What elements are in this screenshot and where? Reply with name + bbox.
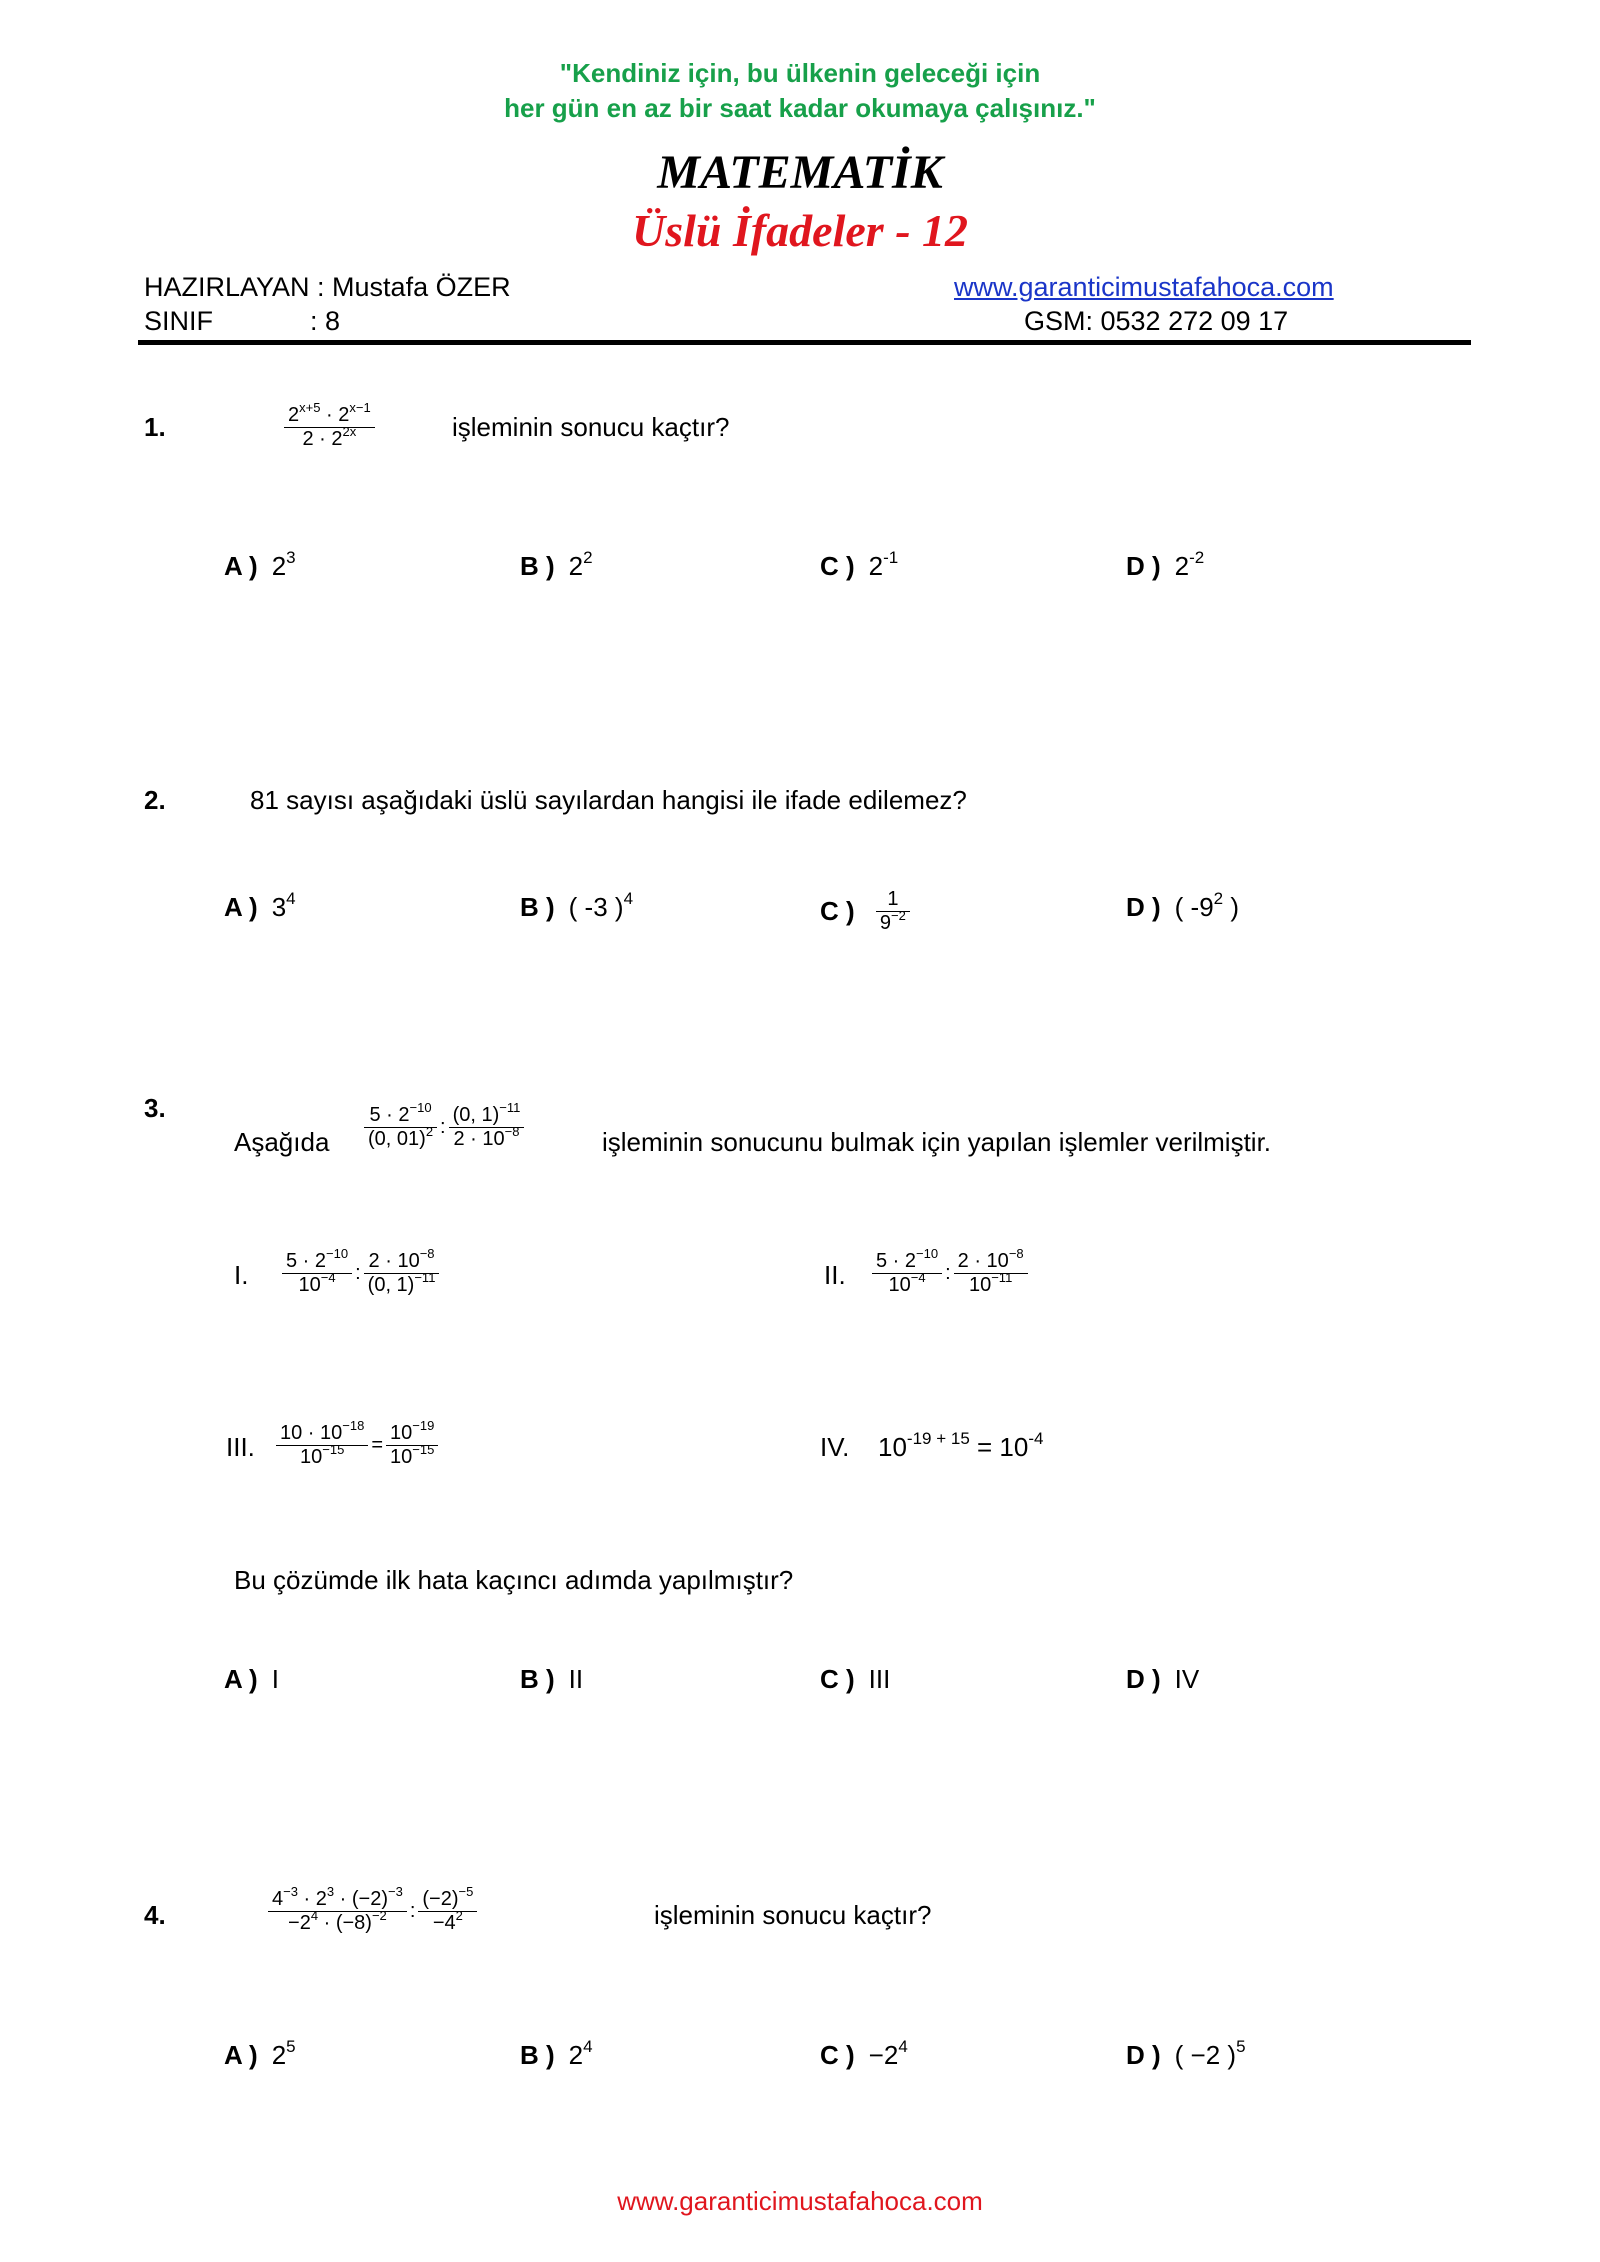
- q4-option-c[interactable]: C ) $-2^4$: [820, 2037, 908, 2070]
- step-3-expression: $\frac{10 \cdot 10^{-18}}{10^{-15}}$ = $\frac{10^{-19}}{10^{-15}}$: [276, 1422, 438, 1469]
- q4-option-a[interactable]: A ) $2^5$: [224, 2037, 296, 2070]
- q1-option-a[interactable]: A ) $2^3$: [224, 548, 296, 581]
- question-3-intro: Aşağıda: [234, 1127, 330, 1157]
- q3-fraction-2: $\frac{(0, 1)^{-11}}{2 \cdot 10^{-8}}$: [449, 1104, 525, 1151]
- phone: GSM: 0532 272 09 17: [1024, 306, 1289, 336]
- step-4-label: IV.: [820, 1432, 850, 1462]
- q1-option-d[interactable]: D ) $2^{-2}$: [1126, 548, 1205, 581]
- question-2-text: 81 sayısı aşağıdaki üslü sayılardan hangisi ile ifade edilemez?: [250, 785, 967, 815]
- topic-title: Üslü İfadeler - 12: [631, 205, 969, 256]
- question-2-number: 2.: [144, 785, 166, 815]
- q2-option-b[interactable]: B ) ( -3 )$^4$: [520, 889, 634, 922]
- q1-fraction: $\frac{2^{x+5} \cdot 2^{x-1}}{2 \cdot 2^{2x}}$: [284, 404, 375, 451]
- motto-line-2: her gün en az bir saat kadar okumaya çalışınız.": [504, 93, 1096, 123]
- subject-title: MATEMATİK: [657, 146, 943, 199]
- question-3-expression: $\frac{5 \cdot 2^{-10}}{(0, 01)^2}$ : $\frac{(0, 1)^{-11}}{2 \cdot 10^{-8}}$: [364, 1104, 524, 1151]
- step-1-label: I.: [234, 1260, 249, 1290]
- question-3-number: 3.: [144, 1093, 166, 1123]
- q3-option-c[interactable]: C ) III: [820, 1664, 891, 1694]
- q2-option-a[interactable]: A ) $3^4$: [224, 889, 296, 922]
- q3-option-d[interactable]: D ) IV: [1126, 1664, 1200, 1694]
- question-1-text: işleminin sonucu kaçtır?: [452, 412, 730, 442]
- question-1-expression: [284, 400, 375, 451]
- motto-quote: [0, 56, 1600, 126]
- question-4-number: 4.: [144, 1900, 166, 1930]
- step-2-expression: $\frac{5 \cdot 2^{-10}}{10^{-4}}$ : $\frac{2 \cdot 10^{-8}}{10^{-11}}$: [872, 1250, 1028, 1297]
- q1-option-c[interactable]: C ) $2^{-1}$: [820, 548, 899, 581]
- website-link[interactable]: www.garanticimustafahoca.com: [954, 272, 1334, 302]
- step-3-label: III.: [226, 1432, 255, 1462]
- step-1-expression: $\frac{5 \cdot 2^{-10}}{10^{-4}}$ : $\frac{2 \cdot 10^{-8}}{(0, 1)^{-11}}$: [282, 1250, 439, 1297]
- q2-option-c[interactable]: C ) $\frac{1}{9^{-2}}$: [820, 888, 910, 935]
- header-divider: [138, 340, 1471, 345]
- motto-line-1: "Kendiniz için, bu ülkenin geleceği için: [559, 58, 1041, 88]
- question-3-text: işleminin sonucunu bulmak için yapılan işlemler verilmiştir.: [602, 1127, 1272, 1157]
- q3-option-a[interactable]: A ) I: [224, 1664, 279, 1694]
- q3-option-b[interactable]: B ) II: [520, 1664, 584, 1694]
- q4-fraction-1: $\frac{4^{-3} \cdot 2^3 \cdot (-2)^{-3}}{-2^4 \cdot (-8)^{-2}}$: [268, 1888, 407, 1935]
- footer-website[interactable]: www.garanticimustafahoca.com: [617, 2186, 983, 2216]
- q4-fraction-2: $\frac{(-2)^{-5}}{-4^2}$: [418, 1888, 477, 1935]
- step-2-label: II.: [824, 1260, 846, 1290]
- question-3-prompt: Bu çözümde ilk hata kaçıncı adımda yapılmıştır?: [234, 1565, 794, 1595]
- q3-fraction-1: $\frac{5 \cdot 2^{-10}}{(0, 01)^2}$: [364, 1104, 437, 1151]
- q1-option-b[interactable]: B ) $2^2$: [520, 548, 593, 581]
- step-4-expression: $10^{-19 + 15} = 10^{-4}$: [878, 1429, 1044, 1462]
- grade-label: SINIF: [144, 306, 214, 336]
- author: HAZIRLAYAN : Mustafa ÖZER: [144, 272, 511, 302]
- q2-option-d[interactable]: D ) ( $-9^2$ ): [1126, 889, 1240, 922]
- q4-option-d[interactable]: D ) ( −2 )$^5$: [1126, 2037, 1246, 2070]
- question-1-number: 1.: [144, 412, 166, 442]
- question-4-expression: $\frac{4^{-3} \cdot 2^3 \cdot (-2)^{-3}}{-2^4 \cdot (-8)^{-2}}$ : $\frac{(-2)^{-5}}{-4^2}$: [268, 1888, 477, 1935]
- question-4-text: işleminin sonucu kaçtır?: [654, 1900, 932, 1930]
- q4-option-b[interactable]: B ) $2^4$: [520, 2037, 593, 2070]
- grade-value: : 8: [310, 306, 341, 336]
- q2-c-fraction: $\frac{1}{9^{-2}}$: [876, 888, 910, 935]
